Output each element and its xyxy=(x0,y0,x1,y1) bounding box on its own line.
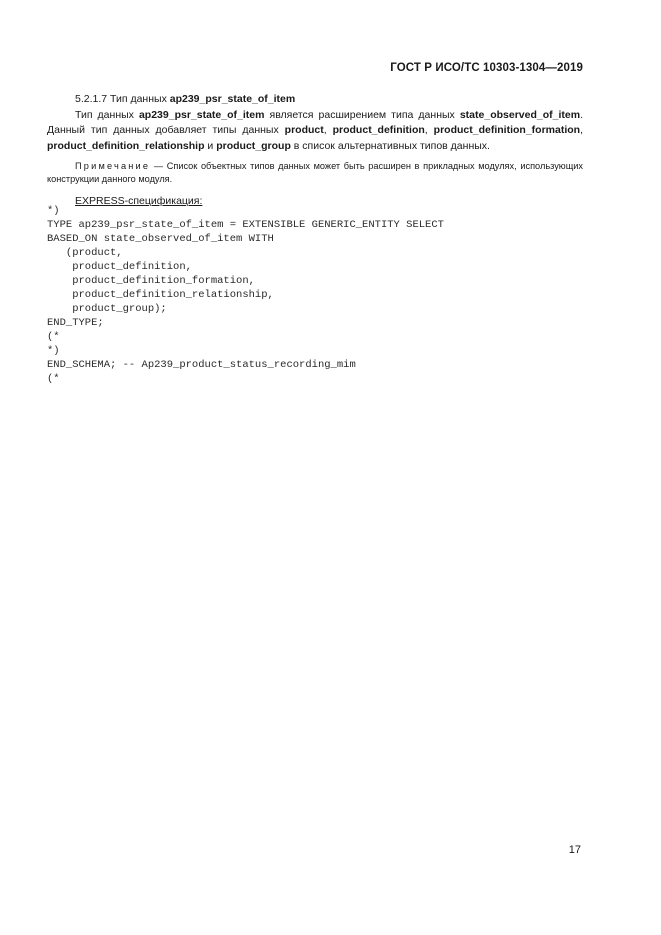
section-5-2-1-7 xyxy=(47,92,583,207)
code-line: (* xyxy=(47,373,60,385)
code-line: BASED_ON state_observed_of_item WITH xyxy=(47,233,274,245)
code-line: TYPE ap239_psr_state_of_item = EXTENSIBLE GENERIC_ENTITY SELECT xyxy=(47,219,444,231)
body-text-6: , xyxy=(580,124,583,136)
body-text-1: Тип данных xyxy=(75,108,139,121)
code-line: product_group); xyxy=(47,303,167,315)
body-text-3: . Данный тип данных добавляет типы данных xyxy=(47,108,583,136)
express-spec-label-text: EXPRESS-спецификация: xyxy=(75,195,203,208)
document-id-header: ГОСТ Р ИСО/ТС 10303-1304—2019 xyxy=(390,62,583,74)
body-term-3: product xyxy=(284,124,324,136)
section-title-prefix: Тип данных xyxy=(110,93,167,105)
code-line: *) xyxy=(47,345,60,357)
note-label: Примечание xyxy=(75,161,151,171)
body-term-7: product_group xyxy=(216,139,291,152)
body-term-4: product_definition xyxy=(332,124,425,136)
note-paragraph xyxy=(47,160,583,186)
body-term-6: product_definition_relationship xyxy=(47,139,205,152)
body-term-5: product_definition_formation xyxy=(433,124,581,136)
code-line: END_TYPE; xyxy=(47,317,104,329)
code-line: (* xyxy=(47,331,60,343)
code-line: (product, xyxy=(47,247,123,259)
section-body-paragraph xyxy=(47,108,583,155)
section-title-name: ap239_psr_state_of_item xyxy=(169,93,296,105)
section-number: 5.2.1.7 xyxy=(75,93,108,105)
section-heading xyxy=(47,92,583,108)
body-text-7: и xyxy=(204,139,217,152)
page-number: 17 xyxy=(568,844,581,856)
code-line: product_definition_formation, xyxy=(47,275,255,287)
body-text-4: , xyxy=(323,124,333,136)
body-term-2: state_observed_of_item xyxy=(459,108,581,121)
code-line: *) xyxy=(47,205,60,217)
body-text-5: , xyxy=(424,124,434,136)
body-term-1: ap239_psr_state_of_item xyxy=(138,108,265,121)
code-line: product_definition, xyxy=(47,261,192,273)
code-line: product_definition_relationship, xyxy=(47,289,274,301)
code-line: END_SCHEMA; -- Ap239_product_status_recording_mim xyxy=(47,359,356,371)
express-code-block xyxy=(47,204,444,386)
note-text: — Список объектных типов данных может быть расширен в прикладных модулях, использующих конструкции данного модуля. xyxy=(47,161,583,184)
body-text-8: в список альтернативных типов данных. xyxy=(290,139,490,152)
body-text-2: является расширением типа данных xyxy=(264,108,460,121)
